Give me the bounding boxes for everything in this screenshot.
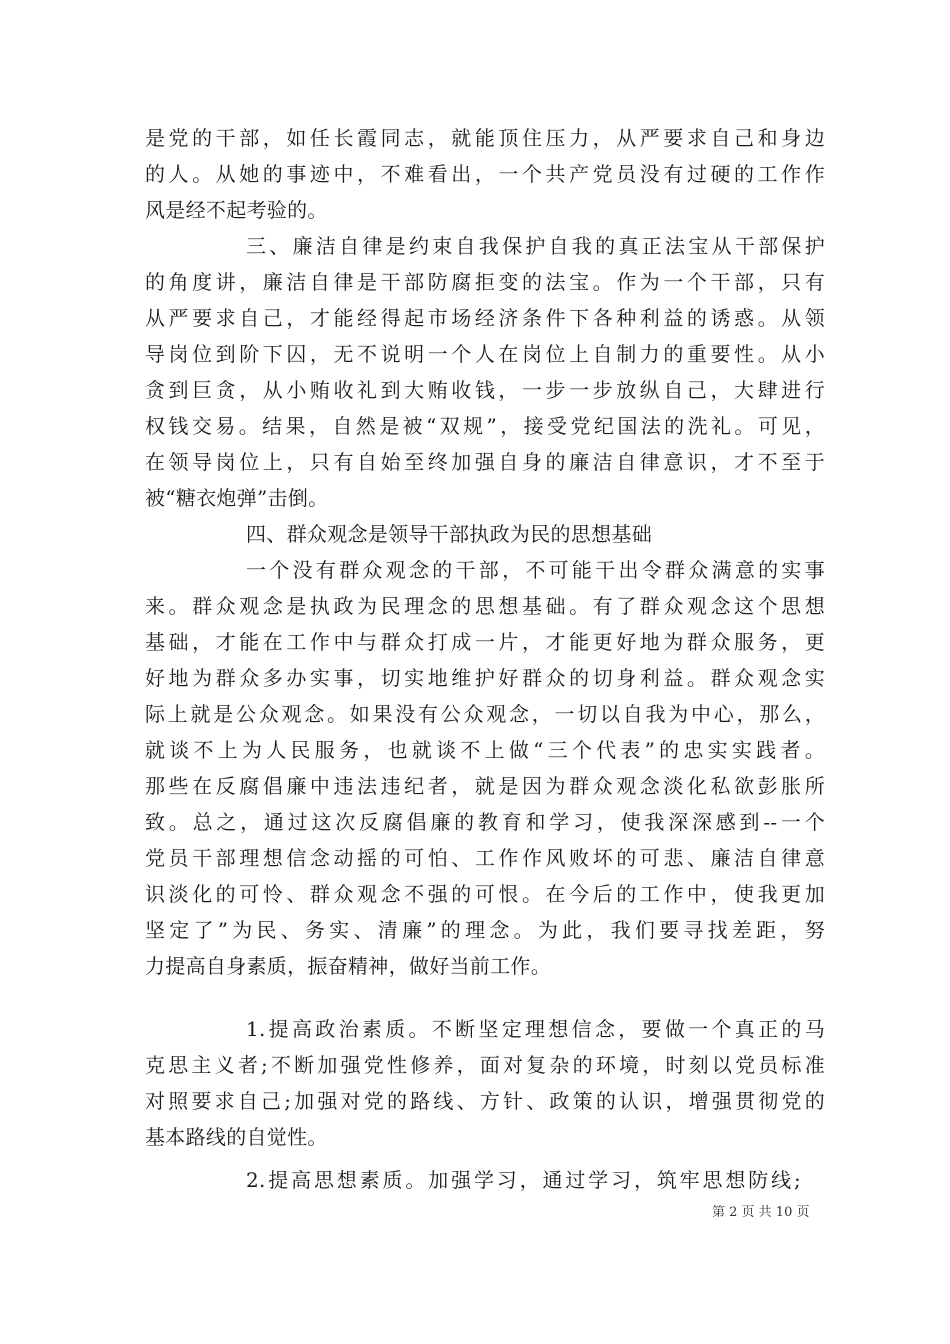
section-heading-3: 三、廉洁自律是约束自我保护自我的真正法宝从干部保护 — [246, 234, 825, 258]
text-line: 那些在反腐倡廉中违法违纪者，就是因为群众观念淡化私欲彭胀所 — [145, 774, 825, 798]
section-heading-4: 四、群众观念是领导干部执政为民的思想基础 — [246, 522, 652, 546]
page-number-footer: 第 2 页 共 10 页 — [712, 1205, 810, 1220]
text-line: 一个没有群众观念的干部，不可能干出令群众满意的实事 — [246, 558, 825, 582]
text-line: 权钱交易。结果，自然是被“双规”，接受党纪国法的洗礼。可见， — [145, 414, 825, 438]
text-line: 被“糖衣炮弹”击倒。 — [145, 486, 329, 510]
text-line: 对照要求自己;加强对党的路线、方针、政策的认识，增强贯彻党的 — [145, 1089, 825, 1113]
text-line: 致。总之，通过这次反腐倡廉的教育和学习，使我深深感到--一个 — [145, 810, 825, 834]
text-line: 的人。从她的事迹中，不难看出，一个共产党员没有过硬的工作作 — [145, 162, 825, 186]
text-line: 的角度讲，廉洁自律是干部防腐拒变的法宝。作为一个干部，只有 — [145, 270, 825, 294]
text-line: 基本路线的自觉性。 — [145, 1125, 328, 1149]
text-line: 在领导岗位上，只有自始至终加强自身的廉洁自律意识，才不至于 — [145, 450, 825, 474]
text-line: 来。群众观念是执政为民理念的思想基础。有了群众观念这个思想 — [145, 594, 825, 618]
text-line: 基础，才能在工作中与群众打成一片，才能更好地为群众服务，更 — [145, 630, 825, 654]
text-line: 力提高自身素质，振奋精神，做好当前工作。 — [145, 954, 551, 978]
text-line: 克思主义者;不断加强党性修养，面对复杂的环境，时刻以党员标准 — [145, 1053, 825, 1077]
numbered-item-2: 2.提高思想素质。加强学习，通过学习，筑牢思想防线; — [246, 1168, 801, 1192]
text-line: 是党的干部，如任长霞同志，就能顶住压力，从严要求自己和身边 — [145, 126, 825, 150]
text-line: 导岗位到阶下囚，无不说明一个人在岗位上自制力的重要性。从小 — [145, 342, 825, 366]
text-line: 贪到巨贪，从小贿收礼到大贿收钱，一步一步放纵自己，大肆进行 — [145, 378, 825, 402]
text-line: 识淡化的可怜、群众观念不强的可恨。在今后的工作中，使我更加 — [145, 882, 825, 906]
text-line: 就谈不上为人民服务，也就谈不上做“三个代表”的忠实实践者。 — [145, 738, 825, 762]
text-line: 际上就是公众观念。如果没有公众观念，一切以自我为中心，那么， — [145, 702, 825, 726]
text-line: 从严要求自己，才能经得起市场经济条件下各种利益的诱惑。从领 — [145, 306, 825, 330]
text-line: 好地为群众多办实事，切实地维护好群众的切身利益。群众观念实 — [145, 666, 825, 690]
text-line: 风是经不起考验的。 — [145, 198, 328, 222]
text-line: 党员干部理想信念动摇的可怕、工作作风败坏的可悲、廉洁自律意 — [145, 846, 825, 870]
text-line: 坚定了”为民、务实、清廉”的理念。为此，我们要寻找差距，努 — [145, 918, 825, 942]
numbered-item-1: 1.提高政治素质。不断坚定理想信念，要做一个真正的马 — [246, 1017, 825, 1041]
